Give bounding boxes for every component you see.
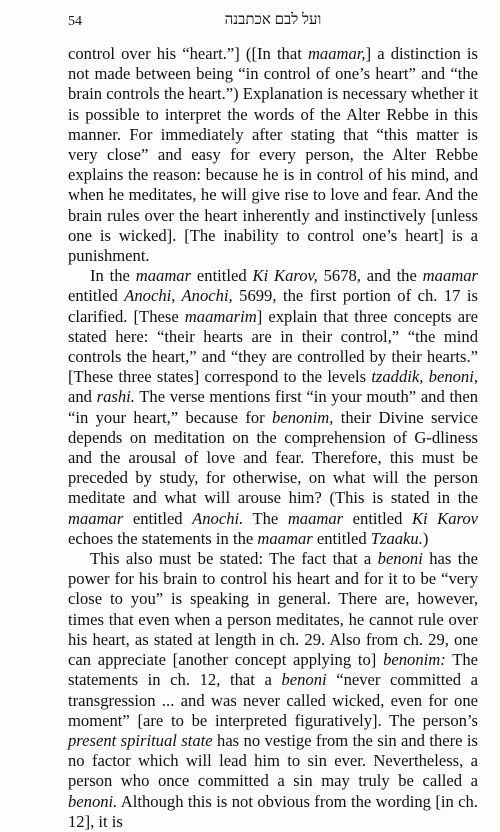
text-run: entitled <box>312 528 371 548</box>
italic-term: benonim, <box>272 407 334 427</box>
text-run: entitled <box>343 508 412 528</box>
text-run: and <box>68 387 97 407</box>
text-run: This also must be stated: The fact that a <box>90 549 378 569</box>
italic-term: benoni <box>377 549 423 569</box>
text-run: The <box>243 508 288 528</box>
text-run: echoes the statements in the <box>68 528 258 548</box>
text-run: their Divine service depends on meditation on the comprehension of G-dliness and the arousal of love and fear. Therefore, this must be preceded by study, for otherwise, on what will the person meditate and what will arouse him? (This is stated in the <box>68 407 478 508</box>
text-run: entitled <box>123 508 193 528</box>
italic-term: maamar <box>422 266 478 286</box>
text-run: entitled <box>68 286 125 306</box>
italic-term: maamar, <box>307 44 366 63</box>
text-run: The verse mentions first “in your mouth” and then “in your heart,” because for <box>68 387 479 427</box>
running-head: ועל לבם אכתבנה <box>224 12 322 28</box>
text-run: 5678, and the <box>317 266 423 286</box>
text-run: 5699, the first portion of ch. 17 is clarified. [These <box>68 286 478 326</box>
text-run: “never committed a transgression ... and was never called wicked, even for one moment” [are to be interpreted figuratively]. The person’s <box>68 670 478 730</box>
italic-term: Tzaaku. <box>370 528 423 548</box>
italic-term: Anochi, Anochi, <box>124 286 233 306</box>
italic-term: maamarim <box>184 306 257 326</box>
italic-term: rashi. <box>96 387 135 407</box>
text-run: entitled <box>191 266 253 286</box>
italic-term: tzaddik, benoni, <box>371 367 478 387</box>
text-run: ] explain that three concepts are stated here: “their hearts are in their control,” “the mind controls the heart,” and “they are controlled by their hearts.” [These three states] correspond to the levels <box>68 306 478 387</box>
text-run: Although this is not obvious from the wording [in ch. 12], it is <box>68 791 478 831</box>
italic-term: Anochi. <box>192 508 244 528</box>
paragraph <box>68 266 478 549</box>
italic-term: benoni. <box>68 791 118 811</box>
text-run: has no vestige from the sin and there is no factor which will lead him to sin ever. Nevertheless, a person who once committed a sin may truly be called a <box>68 730 478 791</box>
italic-term: benonim: <box>383 650 446 670</box>
page-header <box>68 0 478 44</box>
italic-term: benoni <box>281 670 327 690</box>
italic-term: maamar <box>257 528 313 548</box>
italic-term: maamar <box>287 508 344 528</box>
text-run: ] a distinction is not made between being “in control of one’s heart” and “the brain controls the heart.”) Explanation is necessary whether it is possible to interpret the words of the Alter Rebbe in this manner. For immediately after stating that “this matter is very close” and easy for every person, the Alter Rebbe explains the reason: because he is in control of his mind, and when he meditates, he will give rise to love and fear. And the brain rules over the heart inherently and instinctively [unless one is wicked]. [The inability to control one’s heart] is a punishment. <box>68 44 478 266</box>
text-run: The statements in ch. 12, that a <box>68 650 478 690</box>
paragraph <box>68 549 478 832</box>
paragraph <box>68 44 478 266</box>
text-run: In the <box>90 266 136 286</box>
text-run: has the power for his brain to control his heart and for it to be “very close to you” is speaking in general. There are, however, times that even when a person meditates, he cannot rule over his heart, as stated at length in ch. 29. Also from ch. 29, one can appreciate [another concept applying to] <box>68 549 478 670</box>
italic-term: maamar <box>68 508 124 528</box>
italic-term: Ki Karov, <box>252 266 318 286</box>
italic-term: maamar <box>135 266 192 286</box>
text-run: control over his “heart.”] ([In that <box>68 44 308 63</box>
italic-term: present spiritual state <box>68 730 213 750</box>
page-number: 54 <box>68 14 82 29</box>
text-run: ) <box>422 528 429 548</box>
body-text <box>68 44 478 832</box>
italic-term: Ki Karov <box>411 508 478 528</box>
